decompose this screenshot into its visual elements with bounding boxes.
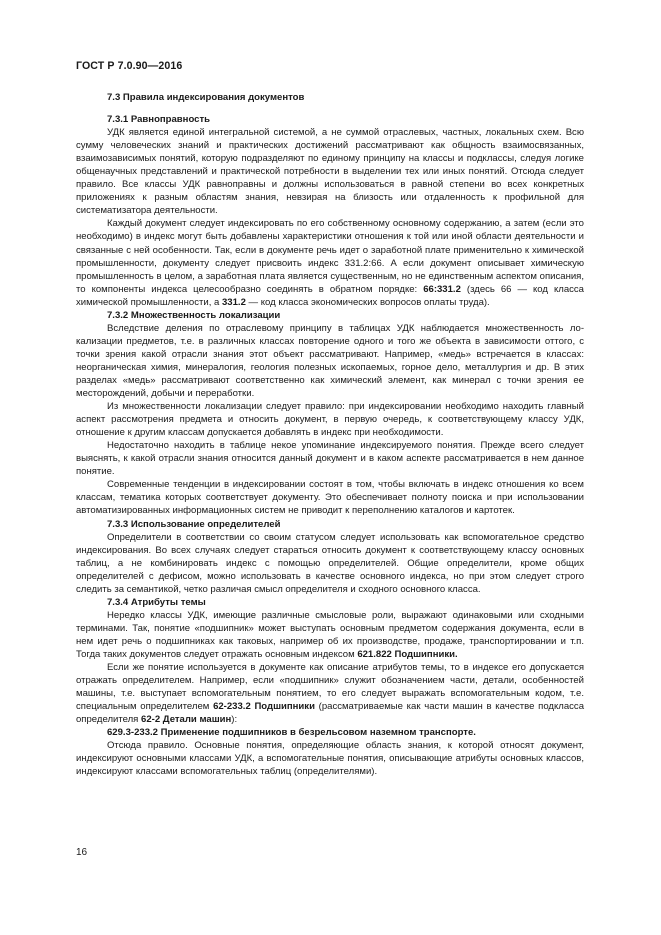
paragraph: Каждый документ следует индексировать по его собственному основному содержанию, а затем (если это необходимо) в индекс могут быть добавлены характеристики отношения к той или иной области деятельности и связанные с ней особенности. Так, если в документе речь идет о заработной плате применительно к химической промышленности, документу следует присвоить индекс 331.2:66. А если документ описывает химическую промышленность в целом, а заработная плата является существенным, но не единственным аспектом описания, то компоненты индекса целесообразно соединять в обратном порядке: 66:331.2 (здесь 66 — код класса химической промышленности, а 331.2 — код класса экономических вопросов оплаты труда). xyxy=(76,218,584,308)
subsection-heading-localization: 7.3.2 Множественность локализации xyxy=(107,309,281,321)
subsection-heading-attributes: 7.3.4 Атрибуты темы xyxy=(107,596,206,608)
paragraph: Современные тенденции в индексировании состоят в том, чтобы включать в индекс отношения ко всем классам, тематика которых соответствует документу. Это обеспечивает полноту поиска и при использовании автоматизированных информационных систем не приводит к переполнению каталогов и картотек. xyxy=(76,479,584,517)
index-code: 621.822 Подшипники. xyxy=(357,648,458,660)
index-code: 62-233.2 Подшипники xyxy=(213,701,315,713)
subsection-heading-equality: 7.3.1 Равноправность xyxy=(107,114,211,126)
example-index: 629.3-233.2 Применение подшипников в безрельсовом наземном транспорте. xyxy=(107,727,476,739)
paragraph: Если же понятие используется в документе как описание атрибутов темы, то в индексе его допускается отражать определителем. Например, если «подшипник» служит обозначением части, детали, особенностей машины, т.е. выступает вспомогательным понятием, то его следует выражать вспомогательным кодом, т.е. специальным определителем 62-233.2 Подшипники (рассматриваемые как части машин в качестве подкласса определителя 62-2 Детали машин): xyxy=(76,662,585,726)
index-code: 331.2 xyxy=(222,296,246,308)
paragraph: Определители в соответствии со своим статусом следует использовать как вспомогательное средство индексирования. Во всех случаях следует стараться относить документ к соответствующему классу основных таблиц, а не комбинировать индекс с помощью определителей. Общие определители, кроме общих определителей с дефисом, можно использовать в качестве основного индекса, но при этом следует строго следить за семантикой, четко различая смысл определителя и сходного основного класса. xyxy=(76,531,584,595)
document-body xyxy=(76,91,584,778)
standard-header: ГОСТ Р 7.0.90—2016 xyxy=(76,60,183,72)
paragraph: Недостаточно находить в таблице некое упоминание индексируемого понятия. Прежде всего следует выяснять, к какой отрасли знания относится данный документ и в каком аспекте рассматривается в нем данное понятие. xyxy=(76,440,584,478)
index-code: 62-2 Детали машин xyxy=(141,714,232,726)
subsection-heading-determinants: 7.3.3 Использование определителей xyxy=(107,518,281,530)
paragraph: УДК является единой интегральной системой, а не суммой отраслевых, частных, локальных схем. Всю сумму человеческих знаний и практических достижений рассматривают как общность взаимосвязанных, взаимозависимых понятий, которую подразделяют по единому принципу на классы и подклассы, следуя логике общенаучных представлений и практической потребности в выделении тех или иных понятий. Отсюда следует правило. Все классы УДК равноправны и должны использоваться в равной степени во всех конкретных приложениях к разным областям знания, невзирая на близость или отдаленность к профильной для систематизатора деятельности. xyxy=(76,127,584,217)
page-number: 16 xyxy=(76,847,88,858)
paragraph: Вследствие деления по отраслевому принципу в таблицах УДК наблюдается множественность локализации предметов, т.е. в различных классах повторение одного и того же объекта в зависимости оттого, с точки зрения какой отрасли знания этот объект рассматривают. Например, «медь» встречается в классах: неорганическая химия, минералогия, геология полезных ископаемых, горное дело, металлургия и др. В этих разделах «медь» рассматривают соответственно как химический элемент, как минерал с точки зрения ее месторождений, добычи и переработки. xyxy=(76,322,584,400)
paragraph: Отсюда правило. Основные понятия, определяющие область знания, к которой относят документ, индексируют основными классами УДК, а вспомогательные понятия, описывающие атрибуты основных классов, индексируют классами вспомогательных таблиц (определителями). xyxy=(76,740,584,778)
section-heading: 7.3 Правила индексирования документов xyxy=(107,92,305,103)
paragraph: Нередко классы УДК, имеющие различные смысловые роли, выражают одинаковыми или сходными терминами. Так, понятие «подшипник» может выступать основным предметом содержания документа, если в нем идет речь о подшипниках как таковых, например об их производстве, продаже, транспортировании и т.п. Тогда таких документов следует отражать основным индексом 621.822 Подшипники. xyxy=(76,609,584,660)
index-code: 66:331.2 xyxy=(423,283,461,295)
paragraph: Из множественности локализации следует правило: при индексировании необходимо находить главный аспект рассмотрения предмета и относить документ, в первую очередь, к соответствующему классу УДК, отношение к другим классам допускается добавлять в индекс при необходимости. xyxy=(76,401,584,439)
